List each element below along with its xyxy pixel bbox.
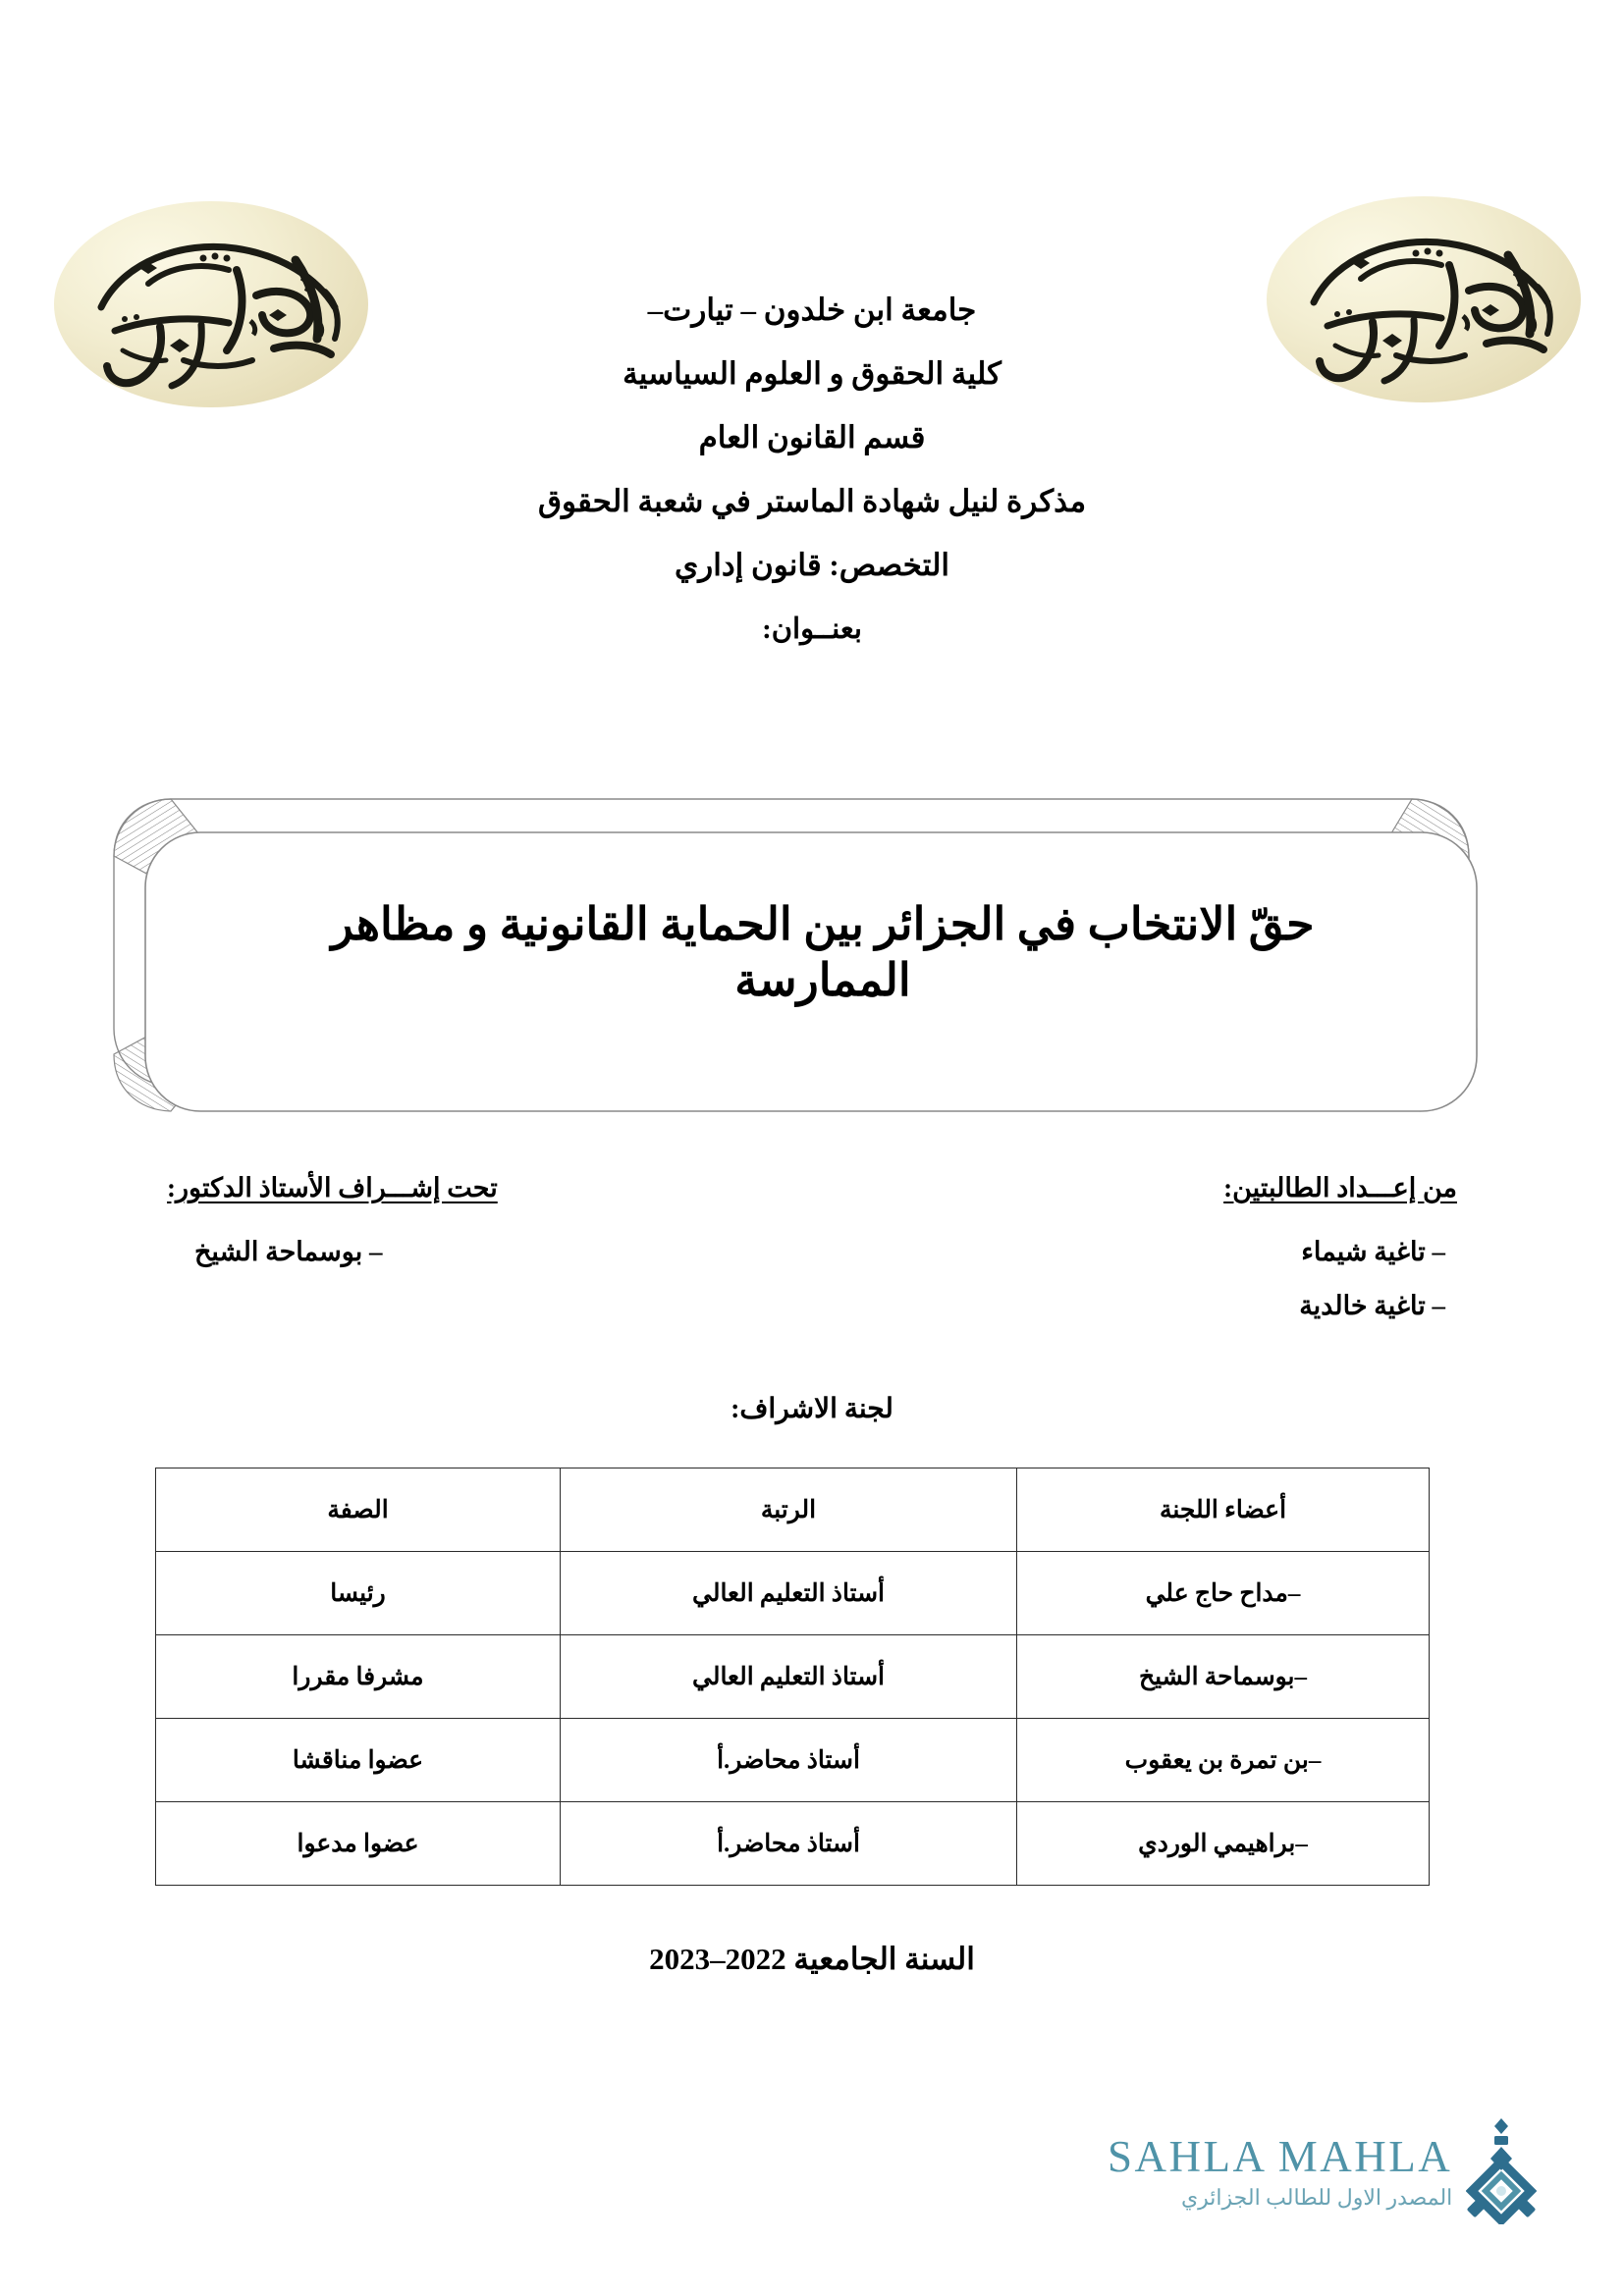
supervisor-name: – بوسماحة الشيخ	[194, 1237, 383, 1266]
academic-year: السنة الجامعية 2022–2023	[649, 1942, 975, 1976]
table-row	[156, 1552, 1430, 1635]
table-row	[156, 1635, 1430, 1719]
thesis-title-box	[106, 793, 1500, 1117]
titled-label: بعنــوان:	[762, 614, 862, 645]
cell-role: رئيسا	[156, 1552, 561, 1635]
cell-rank: أستاذ محاضر.أ	[561, 1802, 1017, 1886]
department-name: قسم القانون العام	[698, 420, 926, 454]
brand-tagline: المصدر الاول للطالب الجزائري	[1180, 2184, 1453, 2210]
table-row	[156, 1719, 1430, 1802]
column-header-member: أعضاء اللجنة	[1017, 1468, 1430, 1552]
column-header-rank: الرتبة	[561, 1468, 1017, 1552]
cell-rank: أستاذ التعليم العالي	[561, 1635, 1017, 1719]
cell-rank: أستاذ التعليم العالي	[561, 1552, 1017, 1635]
authorship-row	[0, 1173, 1624, 1350]
committee-label: لجنة الاشراف:	[731, 1394, 893, 1424]
cell-member: –بن تمرة بن يعقوب	[1017, 1719, 1430, 1802]
students-column	[986, 1173, 1457, 1345]
specialty-line: التخصص: قانون إداري	[674, 548, 950, 582]
degree-statement: مذكرة لنيل شهادة الماستر في شعبة الحقوق	[537, 484, 1087, 518]
column-header-role: الصفة	[156, 1468, 561, 1552]
cell-member: –مداح حاج علي	[1017, 1552, 1430, 1635]
supervisor-column	[167, 1173, 677, 1291]
cell-rank: أستاذ محاضر.أ	[561, 1719, 1017, 1802]
student-name: – تاغية خالدية	[1299, 1291, 1445, 1320]
watermark-text-group	[1108, 2131, 1453, 2211]
cell-role: مشرفا مقررا	[156, 1635, 561, 1719]
table-header-row	[156, 1468, 1430, 1552]
diamond-lattice-ornament-icon	[1466, 2116, 1537, 2229]
cell-role: عضوا مناقشا	[156, 1719, 561, 1802]
university-name: جامعة ابن خلدون – تيارت–	[647, 293, 977, 327]
cell-member: –براهيمي الوردي	[1017, 1802, 1430, 1886]
cell-role: عضوا مدعوا	[156, 1802, 561, 1886]
supervisor-heading: تحت إشـــراف الأستاذ الدكتور:	[167, 1173, 498, 1202]
cell-member: –بوسماحة الشيخ	[1017, 1635, 1430, 1719]
faculty-name: كلية الحقوق و العلوم السياسية	[623, 356, 1001, 391]
table-row	[156, 1802, 1430, 1886]
committee-table	[155, 1468, 1430, 1886]
header-block	[0, 294, 1624, 644]
students-heading: من إعـــداد الطالبتين:	[1223, 1173, 1457, 1202]
student-name: – تاغية شيماء	[1301, 1237, 1445, 1266]
thesis-title-text: حقّ الانتخاب في الجزائر بين الحماية القانونية و مظاهر الممارسة	[331, 898, 1315, 1005]
brand-name: SAHLA MAHLA	[1108, 2131, 1453, 2181]
sahla-mahla-watermark	[1108, 2109, 1520, 2236]
